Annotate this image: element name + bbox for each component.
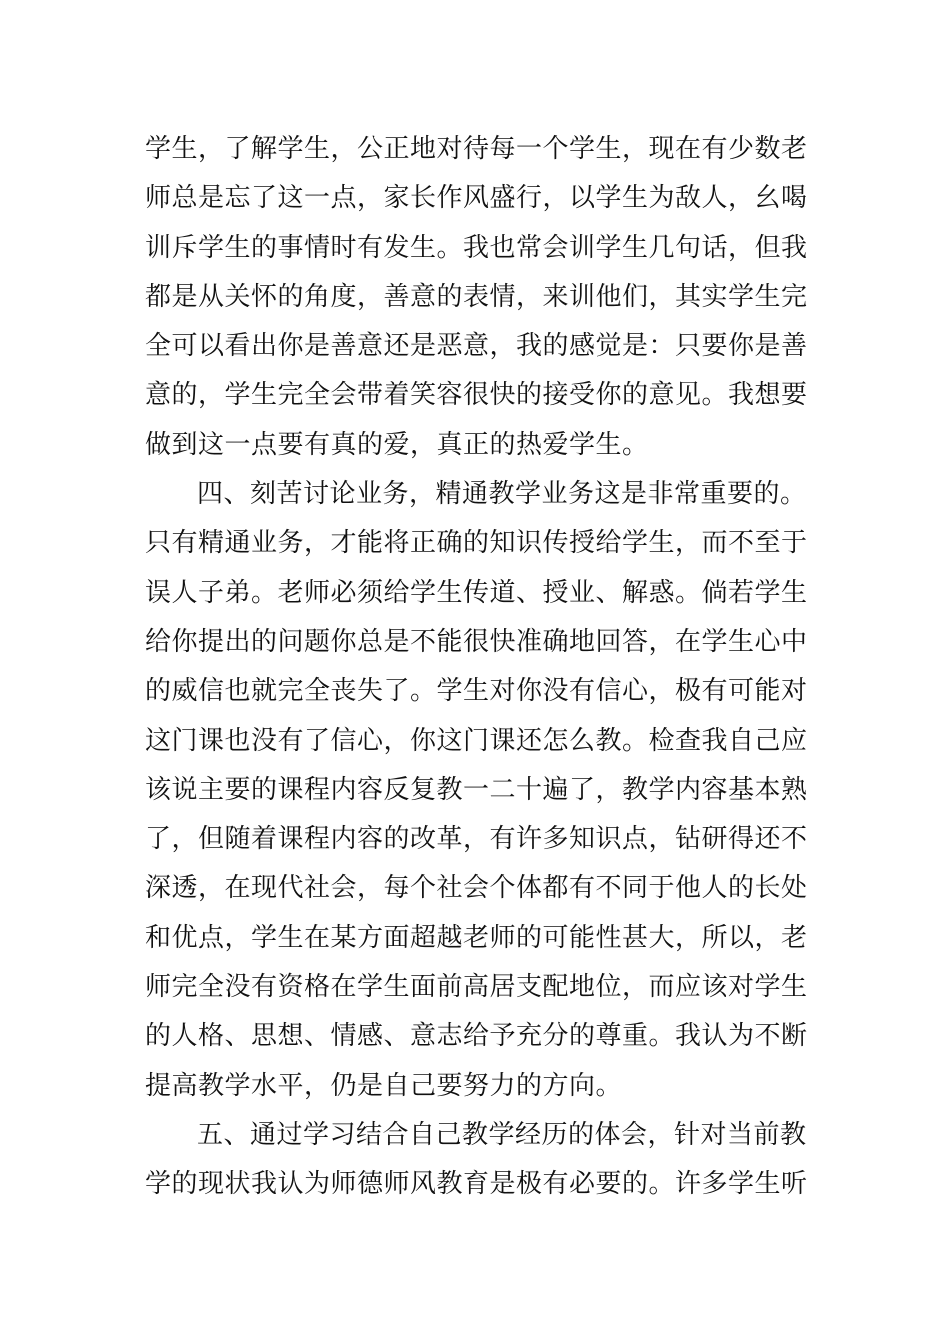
text-line: 五、通过学习结合自己教学经历的体会，针对当前教 [197,1119,807,1150]
text-line: 训斥学生的事情时有发生。我也常会训学生几句话，但我 [145,232,808,263]
text-line: 该说主要的课程内容反复教一二十遍了，教学内容基本熟 [145,774,808,805]
text-line: 了，但随着课程内容的改革，有许多知识点，钻研得还不 [145,824,808,855]
text-line: 学生，了解学生，公正地对待每一个学生，现在有少数老 [145,134,808,164]
text-line: 全可以看出你是善意还是恶意，我的感觉是：只要你是善 [145,331,808,362]
text-line: 给你提出的问题你总是不能很快准确地回答，在学生心中 [145,626,808,657]
text-line: 都是从关怀的角度，善意的表情，来训他们，其实学生完 [145,281,808,312]
text-line: 提高教学水平，仍是自己要努力的方向。 [145,1070,623,1101]
text-line: 和优点，学生在某方面超越老师的可能性甚大，所以，老 [145,922,808,953]
body-text [145,125,808,1210]
text-line: 学的现状我认为师德师风教育是极有必要的。许多学生听 [145,1169,808,1200]
text-line: 四、刻苦讨论业务，精通教学业务这是非常重要的。 [197,479,807,510]
text-line: 的威信也就完全丧失了。学生对你没有信心，极有可能对 [145,676,808,707]
text-line: 这门课也没有了信心，你这门课还怎么教。检查我自己应 [145,725,808,756]
text-line: 意的，学生完全会带着笑容很快的接受你的意见。我想要 [145,380,808,411]
text-line: 深透，在现代社会，每个社会个体都有不同于他人的长处 [145,873,808,904]
text-line: 的人格、思想、情感、意志给予充分的尊重。我认为不断 [145,1021,808,1052]
text-line: 师完全没有资格在学生面前高居支配地位，而应该对学生 [145,972,808,1003]
text-line: 师总是忘了这一点，家长作风盛行，以学生为敌人，幺喝 [145,183,808,214]
text-line: 做到这一点要有真的爱，真正的热爱学生。 [145,429,649,460]
text-line: 误人子弟。老师必须给学生传道、授业、解惑。倘若学生 [145,577,808,608]
text-line: 只有精通业务，才能将正确的知识传授给学生，而不至于 [145,528,808,559]
